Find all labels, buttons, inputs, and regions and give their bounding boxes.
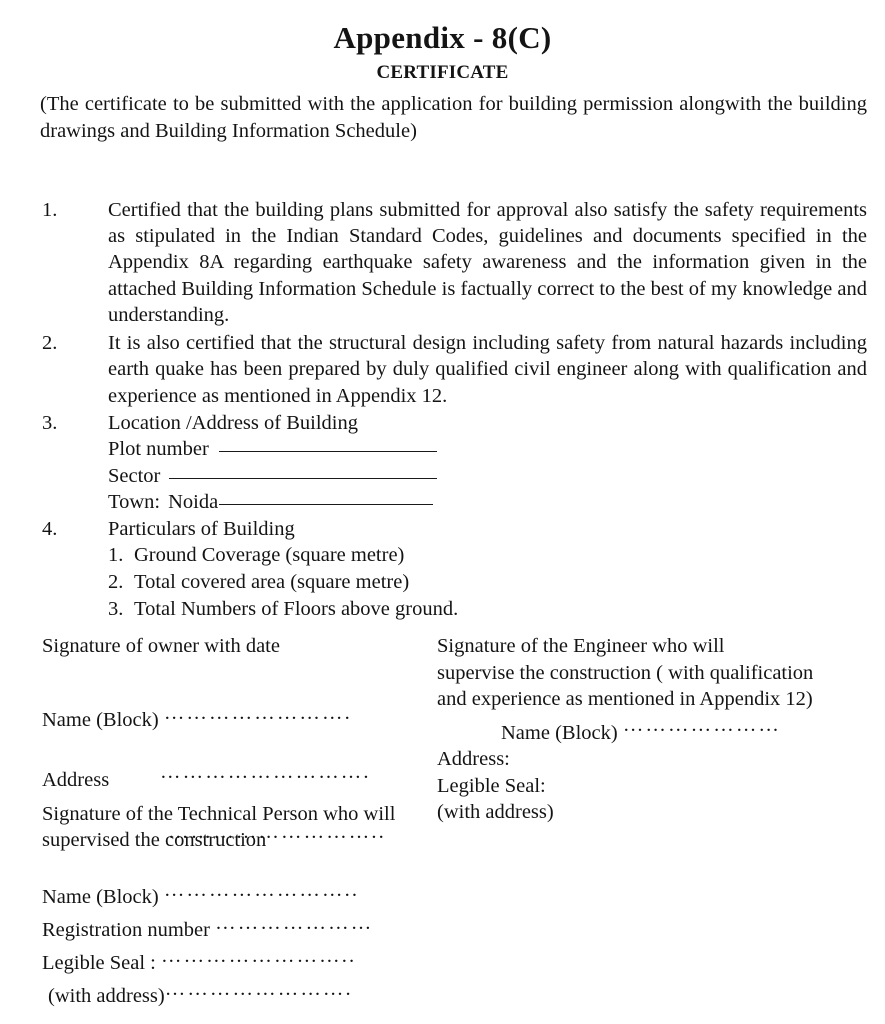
- technical-person-block: [42, 801, 482, 854]
- town-input[interactable]: [219, 504, 433, 505]
- sector-row: [108, 463, 867, 489]
- engineer-legible-seal-label[interactable]: Legible Seal:: [437, 774, 546, 797]
- clause-item-2: [0, 330, 885, 409]
- plot-number-label: Plot number: [108, 438, 209, 461]
- engineer-signature-heading-line3: and experience as mentioned in Appendix 12): [437, 688, 813, 711]
- clause-item-3: [0, 410, 885, 516]
- clause-marker-2: 2.: [42, 331, 58, 354]
- technical-person-seal-label: Legible Seal :: [42, 952, 156, 975]
- particulars-item-2: [108, 569, 867, 596]
- engineer-with-address-note: (with address): [437, 801, 554, 824]
- technical-person-with-address-row: [42, 976, 482, 1009]
- owner-name-gap: [42, 733, 434, 759]
- clause-heading-4: Particulars of Building: [108, 517, 295, 540]
- document-intro-paragraph: (The certificate to be submitted with the application for building permission alongwith the building drawings and Building Information Schedule): [40, 93, 867, 143]
- technical-person-details-block: [42, 877, 482, 1009]
- engineer-address-label[interactable]: Address:: [437, 748, 510, 771]
- technical-person-name-input[interactable]: ……………………..: [163, 879, 360, 901]
- owner-address-input[interactable]: ……………………….: [160, 761, 371, 784]
- owner-name-row: [42, 700, 434, 734]
- clause-marker-4: 4.: [42, 517, 58, 540]
- technical-person-seal-input[interactable]: ……………………..: [160, 945, 357, 968]
- page-title: Appendix - 8(C): [333, 20, 552, 55]
- owner-address-row: [42, 759, 434, 793]
- clause-list: [0, 197, 885, 623]
- particulars-text-1: Ground Coverage (square metre): [134, 544, 405, 567]
- technical-person-registration-input[interactable]: …………………: [215, 912, 374, 935]
- technical-person-name-row: [42, 877, 482, 910]
- town-value[interactable]: Noida: [168, 491, 219, 514]
- particulars-text-3: Total Numbers of Floors above ground.: [134, 597, 459, 620]
- plot-number-input[interactable]: [219, 451, 437, 452]
- particulars-list: [108, 542, 867, 622]
- clause-text-2: It is also certified that the structural design including safety from natural hazards including earth quake has been prepared by duly qualified civil engineer along with qualification and experience as mentioned in Appendix 12.: [108, 331, 867, 407]
- owner-signature-space[interactable]: [42, 660, 434, 700]
- clause-item-1: [0, 197, 885, 329]
- owner-address-label: Address: [42, 768, 110, 791]
- clause-item-4: [0, 516, 885, 622]
- particulars-text-2: Total covered area (square metre): [134, 570, 410, 593]
- clause-marker-1: 1.: [42, 198, 58, 221]
- particulars-item-3: [108, 596, 867, 623]
- technical-person-with-address-label: (with address): [48, 985, 165, 1008]
- clause-text-1: Certified that the building plans submitted for approval also satisfy the safety requirements as stipulated in the Indian Standard Codes, guidelines and documents specified in the Appendix 8A regarding earthquake safety awareness and the information given in the attached Building Information Schedule is factually correct to the best of my knowledge and understanding.: [108, 198, 867, 327]
- particulars-marker-1: 1.: [108, 544, 124, 567]
- technical-person-registration-row: [42, 910, 482, 943]
- engineer-signature-heading-line2: supervise the construction ( with qualification: [437, 661, 814, 684]
- particulars-marker-3: 3.: [108, 597, 124, 620]
- engineer-signature-column: [437, 633, 877, 826]
- owner-name-label: Name (Block): [42, 709, 159, 732]
- owner-name-input[interactable]: …………………….: [163, 701, 352, 724]
- engineer-name-input[interactable]: …………………: [622, 714, 782, 737]
- sector-input[interactable]: [169, 478, 437, 479]
- technical-person-seal-row: [42, 943, 482, 976]
- engineer-name-label: Name (Block): [501, 721, 618, 744]
- technical-person-name-label: Name (Block): [42, 886, 159, 909]
- technical-person-heading-line2: supervised the construction: [42, 829, 267, 852]
- document-subtitle: CERTIFICATE: [376, 61, 509, 83]
- owner-signature-heading: Signature of owner with date: [42, 635, 280, 658]
- town-label: Town:: [108, 491, 161, 514]
- particulars-marker-2: 2.: [108, 570, 124, 593]
- technical-person-heading-line1: Signature of the Technical Person who will: [42, 803, 396, 825]
- owner-address-input-2[interactable]: ………………………..: [168, 821, 386, 844]
- particulars-item-1: [108, 542, 867, 569]
- engineer-name-row: [437, 712, 877, 746]
- sector-label: Sector: [108, 464, 161, 487]
- technical-person-with-address-input[interactable]: …………………….: [164, 978, 353, 1001]
- plot-number-row: [108, 436, 867, 462]
- engineer-signature-heading-line1: Signature of the Engineer who will: [437, 635, 725, 658]
- clause-heading-3: Location /Address of Building: [108, 412, 358, 435]
- clause-marker-3: 3.: [42, 412, 58, 435]
- town-row: [108, 489, 867, 515]
- technical-person-registration-label: Registration number: [42, 919, 210, 942]
